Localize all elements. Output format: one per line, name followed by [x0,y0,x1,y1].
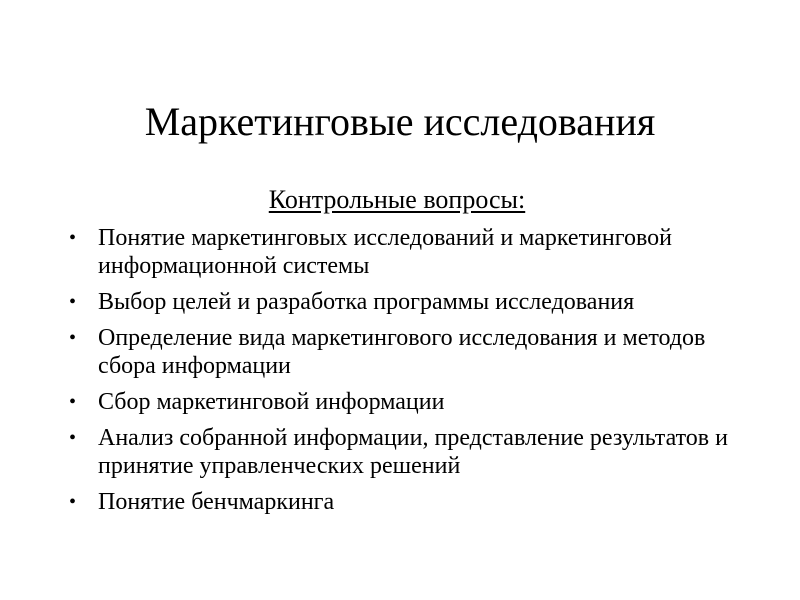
bullet-icon: • [69,491,77,513]
bullet-icon: • [69,227,77,249]
bullet-item [67,488,747,516]
bullet-item [67,324,747,380]
bullet-text: Понятие маркетинговых исследований и маркетинговой информационной системы [98,225,673,279]
bullet-text: Определение вида маркетингового исследования и методов сбора информации [98,325,706,379]
bullet-item [67,388,747,416]
bullet-icon: • [69,327,77,349]
bullet-text: Сбор маркетинговой информации [98,389,445,415]
bullet-icon: • [69,391,77,413]
bullet-list [67,224,747,524]
bullet-item [67,424,747,480]
slide-title: Маркетинговые исследования [144,99,656,144]
slide-subtitle: Контрольные вопросы: [268,185,526,214]
bullet-text: Понятие бенчмаркинга [98,489,335,515]
bullet-icon: • [69,427,77,449]
bullet-item [67,288,747,316]
bullet-icon: • [69,291,77,313]
bullet-item [67,224,747,280]
bullet-text: Выбор целей и разработка программы исследования [98,289,635,315]
bullet-text: Анализ собранной информации, представление результатов и принятие управленческих решений [98,425,728,479]
